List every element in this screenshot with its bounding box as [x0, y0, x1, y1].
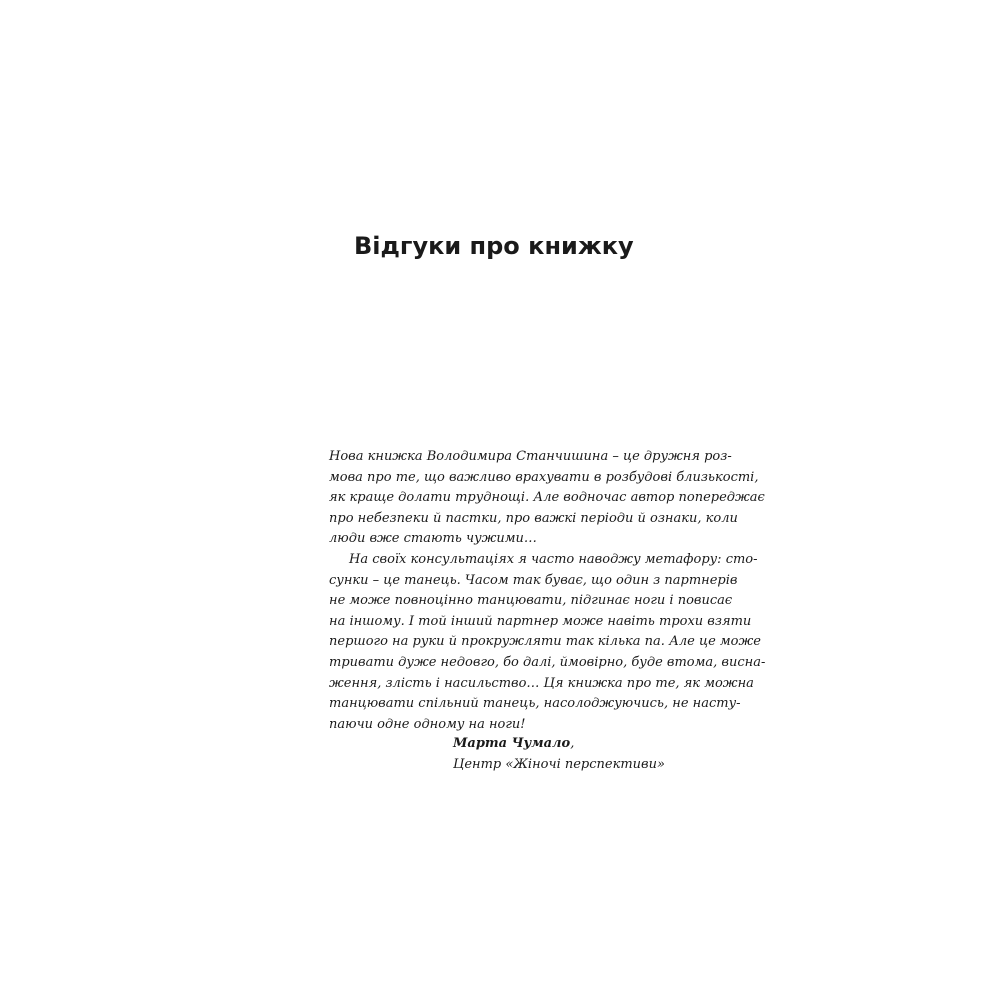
author-separator: , [570, 736, 575, 751]
review-line: першого на руки й прокружляти так кілька па. Але це може [329, 634, 761, 650]
review-line: люди вже стають чужими… [329, 531, 537, 547]
page-title: Відгуки про книжку [354, 232, 634, 260]
review-line: як краще долати труднощі. Але водночас автор попереджає [329, 490, 765, 506]
review-line: тривати дуже недовго, бо далі, ймовірно, буде втома, висна- [329, 654, 766, 670]
review-paragraph-1 [329, 447, 765, 550]
author-name: Марта Чумало [453, 736, 571, 751]
review-line: танцювати спільний танець, насолоджуючись, не насту- [329, 696, 741, 712]
review-line: сунки – це танець. Часом так буває, що один з партнерів [329, 572, 738, 588]
review-line: паючи одне одному на ноги! [329, 716, 526, 732]
review-line: на іншому. І той інший партнер може навіть трохи взяти [329, 613, 752, 629]
review-attribution [453, 733, 665, 775]
review-line: не може повноцінно танцювати, підгинає ноги і повисає [329, 593, 733, 609]
author-organization: Центр «Жіночі перспективи» [453, 757, 665, 772]
review-text [329, 447, 766, 735]
review-line: ження, злість і насильство… Ця книжка про те, як можна [329, 675, 754, 691]
attribution-author-line [453, 733, 665, 754]
review-line: На своїх консультаціях я часто наводжу метафору: сто- [349, 551, 758, 567]
review-line: про небезпеки й пастки, про важкі періоди й ознаки, коли [329, 510, 738, 526]
review-line: мова про те, що важливо врахувати в розбудові близькості, [329, 469, 759, 485]
review-line: Нова книжка Володимира Станчишина – це дружня роз- [329, 449, 732, 464]
review-paragraph-2 [329, 550, 766, 735]
